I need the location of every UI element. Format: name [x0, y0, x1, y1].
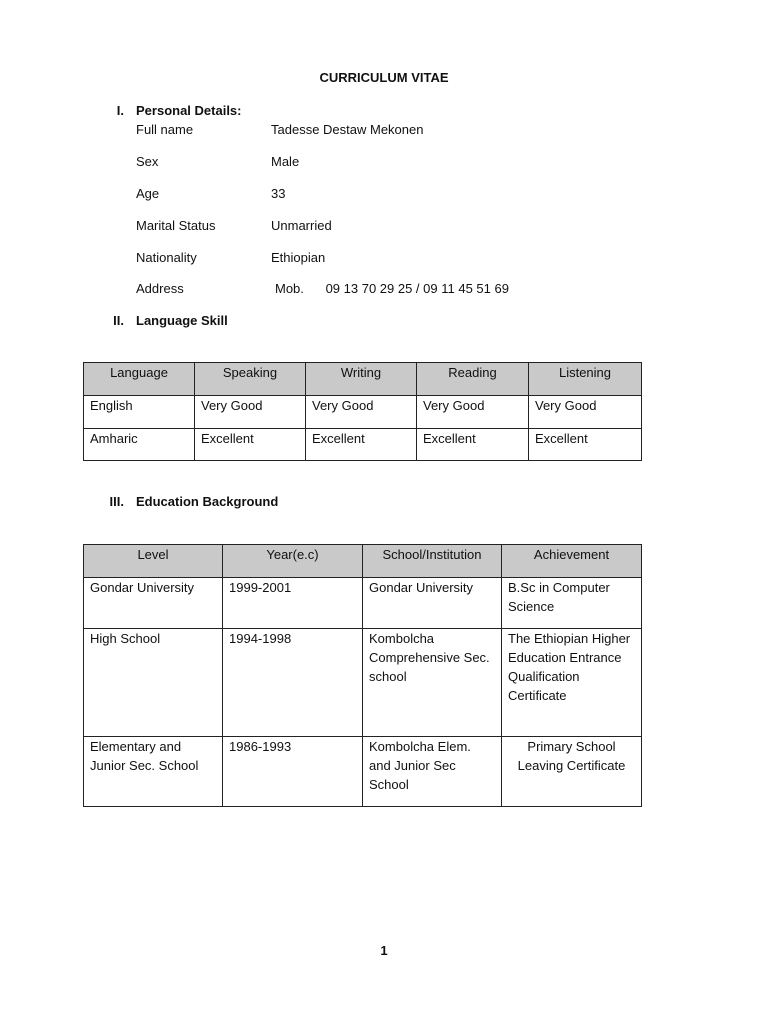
- education-cell: Primary School Leaving Certificate: [502, 737, 642, 807]
- personal-value-marital-status: Unmarried: [271, 218, 332, 233]
- language-header-writing: Writing: [306, 363, 417, 396]
- personal-value-nationality: Ethiopian: [271, 250, 326, 265]
- table-row: [84, 396, 642, 429]
- personal-label-age: Age: [136, 186, 160, 201]
- section-number-language: II.: [113, 313, 124, 328]
- page-number: 1: [380, 943, 388, 958]
- personal-value-full-name: Tadesse Destaw Mekonen: [271, 122, 424, 137]
- education-cell: Kombolcha Elem. and Junior Sec School: [363, 737, 502, 807]
- education-cell: 1986-1993: [223, 737, 363, 807]
- section-number-personal: I.: [116, 103, 124, 118]
- table-row: [84, 629, 642, 737]
- education-cell: Kombolcha Comprehensive Sec. school: [363, 629, 502, 737]
- personal-label-marital-status: Marital Status: [136, 218, 216, 233]
- education-header-year: Year(e.c): [223, 545, 363, 578]
- education-header-achievement: Achievement: [502, 545, 642, 578]
- education-cell: High School: [84, 629, 223, 737]
- education-cell: Gondar University: [363, 578, 502, 629]
- education-cell: 1999-2001: [223, 578, 363, 629]
- language-table-header-row: [84, 363, 642, 396]
- education-cell: Gondar University: [84, 578, 223, 629]
- language-cell: English: [84, 396, 195, 429]
- language-cell: Excellent: [195, 429, 306, 461]
- table-row: [84, 737, 642, 807]
- section-heading-personal: Personal Details:: [136, 103, 242, 118]
- language-cell: Very Good: [417, 396, 529, 429]
- section-number-education: III.: [109, 494, 124, 509]
- language-cell: Very Good: [529, 396, 642, 429]
- table-row: [84, 578, 642, 629]
- language-cell: Very Good: [306, 396, 417, 429]
- language-skill-table: [83, 362, 642, 461]
- personal-value-age: 33: [271, 186, 286, 201]
- language-header-language: Language: [84, 363, 195, 396]
- language-header-reading: Reading: [417, 363, 529, 396]
- education-table-header-row: [84, 545, 642, 578]
- section-heading-language: Language Skill: [136, 313, 228, 328]
- education-cell: Elementary and Junior Sec. School: [84, 737, 223, 807]
- language-header-speaking: Speaking: [195, 363, 306, 396]
- language-cell: Excellent: [417, 429, 529, 461]
- education-header-level: Level: [84, 545, 223, 578]
- education-cell: B.Sc in Computer Science: [502, 578, 642, 629]
- personal-label-sex: Sex: [136, 154, 159, 169]
- education-cell: 1994-1998: [223, 629, 363, 737]
- document-title: CURRICULUM VITAE: [319, 70, 449, 85]
- language-cell: Excellent: [306, 429, 417, 461]
- education-table: [83, 544, 642, 807]
- personal-label-nationality: Nationality: [136, 250, 197, 265]
- personal-label-full-name: Full name: [136, 122, 194, 137]
- education-cell: The Ethiopian Higher Education Entrance Qualification Certificate: [502, 629, 642, 737]
- language-header-listening: Listening: [529, 363, 642, 396]
- language-cell: Excellent: [529, 429, 642, 461]
- language-cell: Very Good: [195, 396, 306, 429]
- education-header-school: School/Institution: [363, 545, 502, 578]
- personal-value-sex: Male: [271, 154, 300, 169]
- personal-value-address: Mob. 09 13 70 29 25 / 09 11 45 51 69: [275, 281, 509, 296]
- section-heading-education: Education Background: [136, 494, 279, 509]
- table-row: [84, 429, 642, 461]
- language-cell: Amharic: [84, 429, 195, 461]
- personal-label-address: Address: [136, 281, 184, 296]
